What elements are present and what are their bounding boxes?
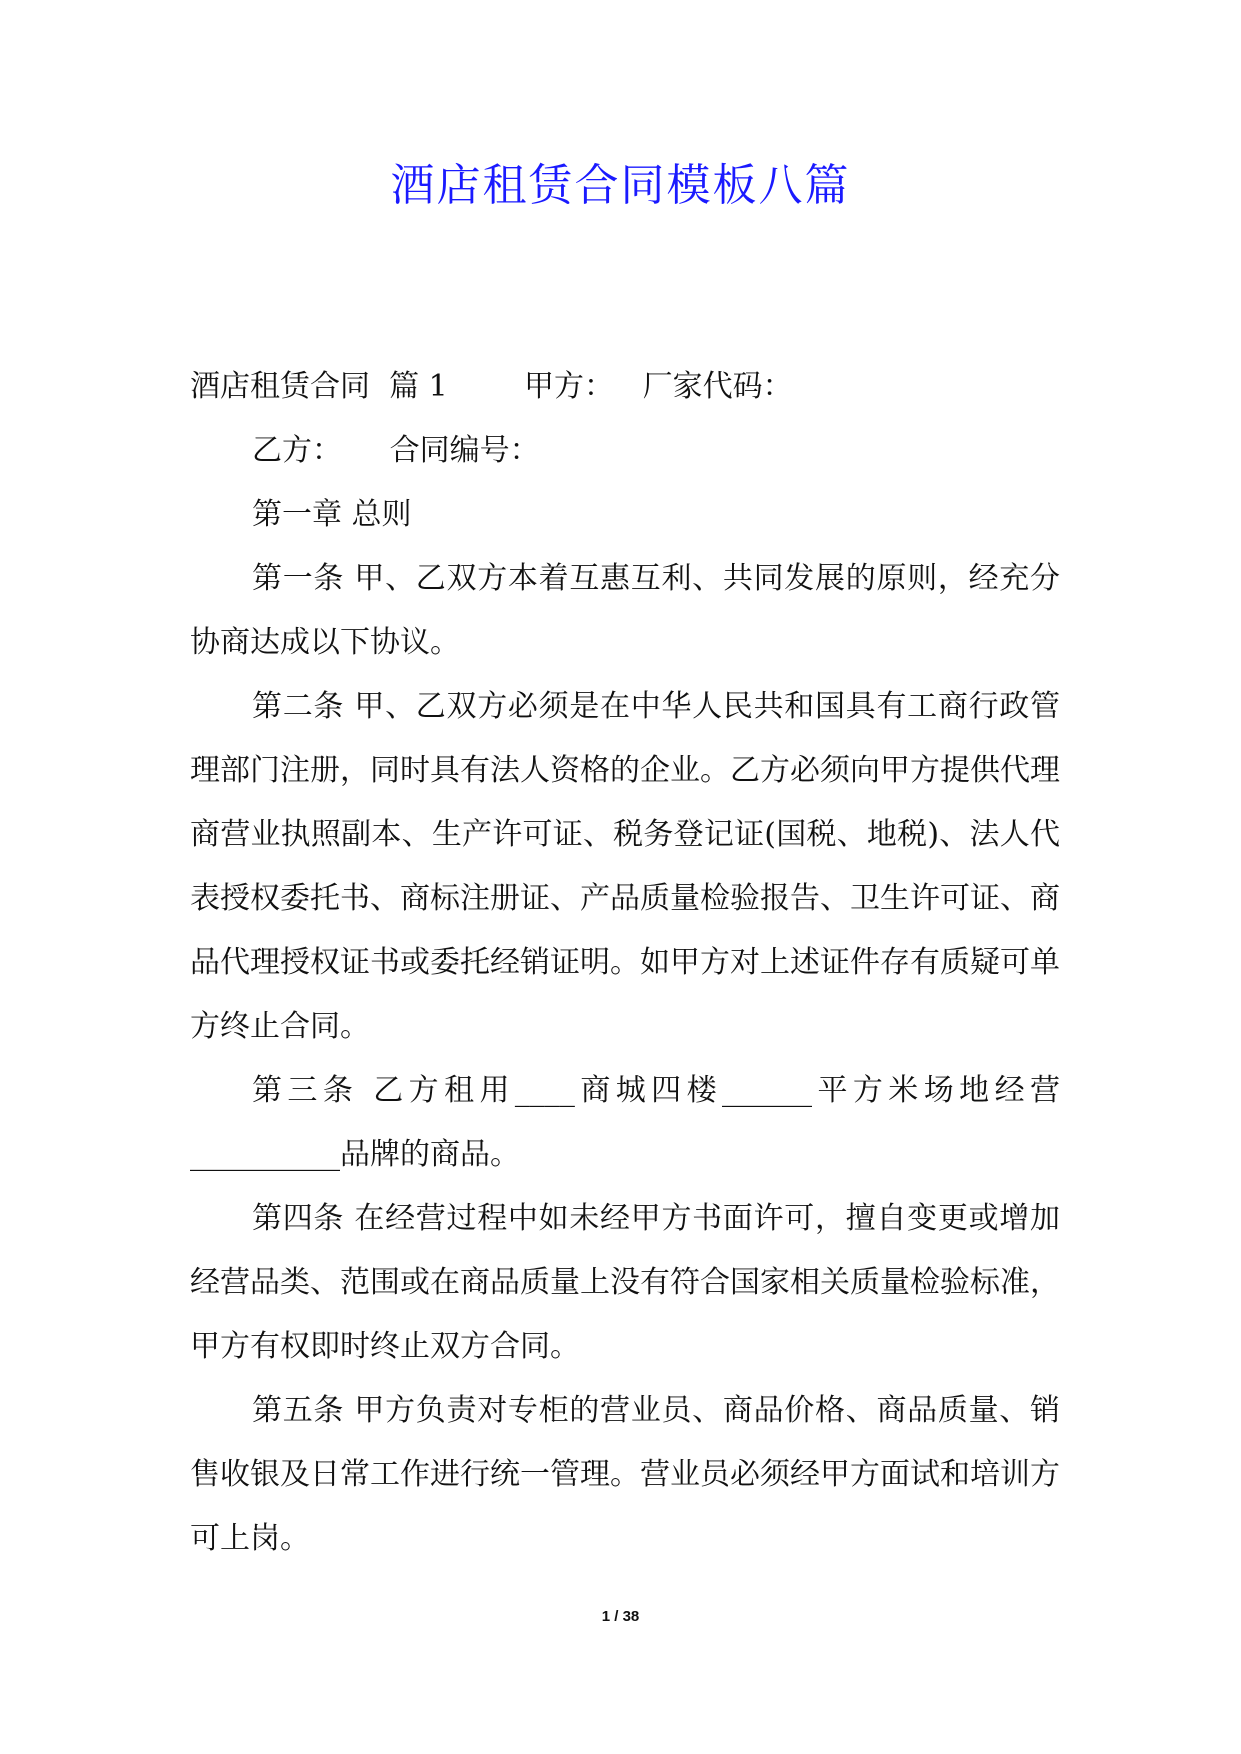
party-b-line <box>190 419 1060 483</box>
article-2-paragraph: 第二条 甲、乙双方必须是在中华人民共和国具有工商行政管理部门注册，同时具有法人资格的企业。乙方必须向甲方提供代理商营业执照副本、生产许可证、税务登记证(国税、地税)、法人代表授权委托书、商标注册证、产品质量检验报告、卫生许可证、商品代理授权证书或委托经销证明。如甲方对上述证件存有质疑可单方终止合同。 <box>190 689 1060 1044</box>
document-body <box>190 355 1060 1571</box>
article-3-paragraph: 第三条 乙方租用____商城四楼______平方米场地经营__________品牌的商品。 <box>190 1073 1060 1172</box>
contract-header-text: 酒店租赁合同 篇 1 甲方： 厂家代码： <box>190 369 793 404</box>
article-4-paragraph: 第四条 在经营过程中如未经甲方书面许可，擅自变更或增加经营品类、范围或在商品质量上没有符合国家相关质量检验标准，甲方有权即时终止双方合同。 <box>190 1201 1060 1364</box>
page-number: 1 / 38 <box>601 1608 640 1625</box>
party-b-text: 乙方： 合同编号： <box>252 433 540 468</box>
article-5-paragraph: 第五条 甲方负责对专柜的营业员、商品价格、商品质量、销售收银及日常工作进行统一管理。营业员必须经甲方面试和培训方可上岗。 <box>190 1393 1060 1556</box>
article-1-paragraph: 第一条 甲、乙双方本着互惠互利、共同发展的原则，经充分协商达成以下协议。 <box>190 561 1060 660</box>
document-title: 酒店租赁合同模板八篇 <box>390 160 851 211</box>
contract-header-line <box>190 355 1060 419</box>
chapter-heading: 第一章 总则 <box>252 497 412 532</box>
